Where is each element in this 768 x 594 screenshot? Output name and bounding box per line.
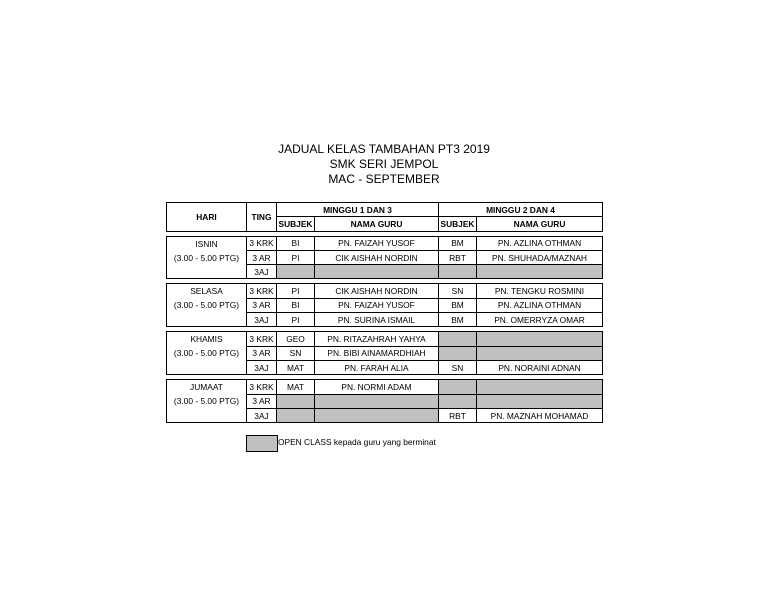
ting-cell: 3 KRK bbox=[247, 284, 277, 298]
w1-subject-cell: PI bbox=[277, 284, 315, 298]
day-time: (3.00 - 5.00 PTG) bbox=[173, 396, 240, 407]
ting-cell: 3 AR bbox=[247, 250, 277, 264]
header-hari: HARI bbox=[167, 203, 247, 232]
header-w1-nama-guru: NAMA GURU bbox=[315, 217, 439, 231]
title-line-2: SMK SERI JEMPOL bbox=[329, 157, 439, 171]
header-ting: TING bbox=[247, 203, 277, 232]
w1-teacher-cell: PN. FAIZAH YUSOF bbox=[315, 298, 439, 312]
w1-subject-cell: SN bbox=[277, 346, 315, 360]
w2-subject-cell: BM bbox=[439, 298, 477, 312]
day-cell bbox=[167, 236, 247, 279]
header-w2-nama-guru: NAMA GURU bbox=[477, 217, 603, 231]
day-cell bbox=[167, 284, 247, 327]
table-row bbox=[167, 236, 603, 250]
w2-subject-cell bbox=[439, 346, 477, 360]
w2-teacher-cell: PN. AZLINA OTHMAN bbox=[477, 298, 603, 312]
title-line-1: JADUAL KELAS TAMBAHAN PT3 2019 bbox=[278, 142, 490, 156]
header-week1: MINGGU 1 DAN 3 bbox=[277, 203, 439, 217]
w1-subject-cell: GEO bbox=[277, 332, 315, 346]
w2-teacher-cell: PN. OMERRYZA OMAR bbox=[477, 313, 603, 327]
w1-teacher-cell: PN. BIBI AINAMARDHIAH bbox=[315, 346, 439, 360]
day-name: JUMAAT bbox=[190, 382, 223, 393]
w2-teacher-cell: PN. SHUHADA/MAZNAH bbox=[477, 250, 603, 264]
w2-teacher-cell: PN. MAZNAH MOHAMAD bbox=[477, 408, 603, 422]
schedule-table bbox=[166, 202, 603, 423]
table-row bbox=[167, 332, 603, 346]
w2-subject-cell bbox=[439, 265, 477, 279]
w1-teacher-cell: CIK AISHAH NORDIN bbox=[315, 250, 439, 264]
ting-cell: 3 AR bbox=[247, 394, 277, 408]
w2-teacher-cell bbox=[477, 380, 603, 394]
w2-subject-cell: BM bbox=[439, 313, 477, 327]
table-row bbox=[167, 380, 603, 394]
day-cell bbox=[167, 380, 247, 423]
w2-subject-cell bbox=[439, 380, 477, 394]
w2-subject-cell: SN bbox=[439, 284, 477, 298]
w2-subject-cell: BM bbox=[439, 236, 477, 250]
ting-cell: 3AJ bbox=[247, 408, 277, 422]
legend-swatch bbox=[246, 435, 278, 452]
day-time: (3.00 - 5.00 PTG) bbox=[173, 300, 240, 311]
day-name: KHAMIS bbox=[190, 334, 223, 345]
ting-cell: 3AJ bbox=[247, 360, 277, 374]
w1-teacher-cell bbox=[315, 408, 439, 422]
legend-text: OPEN CLASS kepada guru yang berminat bbox=[278, 437, 436, 447]
w2-subject-cell bbox=[439, 394, 477, 408]
day-time: (3.00 - 5.00 PTG) bbox=[173, 348, 240, 359]
w1-subject-cell: MAT bbox=[277, 380, 315, 394]
title-line-3: MAC - SEPTEMBER bbox=[328, 172, 440, 186]
header-week2: MINGGU 2 DAN 4 bbox=[439, 203, 603, 217]
w1-subject-cell bbox=[277, 265, 315, 279]
ting-cell: 3AJ bbox=[247, 265, 277, 279]
w2-teacher-cell: PN. AZLINA OTHMAN bbox=[477, 236, 603, 250]
w1-subject-cell bbox=[277, 408, 315, 422]
w2-teacher-cell bbox=[477, 265, 603, 279]
header-row bbox=[167, 203, 603, 217]
w2-teacher-cell bbox=[477, 394, 603, 408]
day-name: SELASA bbox=[190, 286, 223, 297]
w1-subject-cell: BI bbox=[277, 236, 315, 250]
ting-cell: 3AJ bbox=[247, 313, 277, 327]
day-time: (3.00 - 5.00 PTG) bbox=[173, 252, 240, 263]
header-w2-subjek: SUBJEK bbox=[439, 217, 477, 231]
w1-teacher-cell: PN. FARAH ALIA bbox=[315, 360, 439, 374]
w2-teacher-cell bbox=[477, 332, 603, 346]
ting-cell: 3 KRK bbox=[247, 380, 277, 394]
w1-subject-cell: PI bbox=[277, 313, 315, 327]
w1-teacher-cell bbox=[315, 265, 439, 279]
table-row bbox=[167, 284, 603, 298]
w1-teacher-cell: PN. SURINA ISMAIL bbox=[315, 313, 439, 327]
w2-subject-cell: SN bbox=[439, 360, 477, 374]
w1-teacher-cell: CIK AISHAH NORDIN bbox=[315, 284, 439, 298]
w1-subject-cell bbox=[277, 394, 315, 408]
ting-cell: 3 AR bbox=[247, 298, 277, 312]
w1-teacher-cell: PN. RITAZAHRAH YAHYA bbox=[315, 332, 439, 346]
ting-cell: 3 AR bbox=[247, 346, 277, 360]
header-w1-subjek: SUBJEK bbox=[277, 217, 315, 231]
w1-subject-cell: PI bbox=[277, 250, 315, 264]
w1-teacher-cell: PN. FAIZAH YUSOF bbox=[315, 236, 439, 250]
w2-teacher-cell: PN. NORAINI ADNAN bbox=[477, 360, 603, 374]
w2-subject-cell bbox=[439, 332, 477, 346]
day-name: ISNIN bbox=[195, 238, 218, 249]
w2-teacher-cell: PN. TENGKU ROSMINI bbox=[477, 284, 603, 298]
w2-subject-cell: RBT bbox=[439, 408, 477, 422]
ting-cell: 3 KRK bbox=[247, 332, 277, 346]
w1-subject-cell: BI bbox=[277, 298, 315, 312]
w1-teacher-cell bbox=[315, 394, 439, 408]
w1-subject-cell: MAT bbox=[277, 360, 315, 374]
ting-cell: 3 KRK bbox=[247, 236, 277, 250]
document-title bbox=[0, 142, 768, 187]
w1-teacher-cell: PN. NORMI ADAM bbox=[315, 380, 439, 394]
day-cell bbox=[167, 332, 247, 375]
w2-subject-cell: RBT bbox=[439, 250, 477, 264]
w2-teacher-cell bbox=[477, 346, 603, 360]
